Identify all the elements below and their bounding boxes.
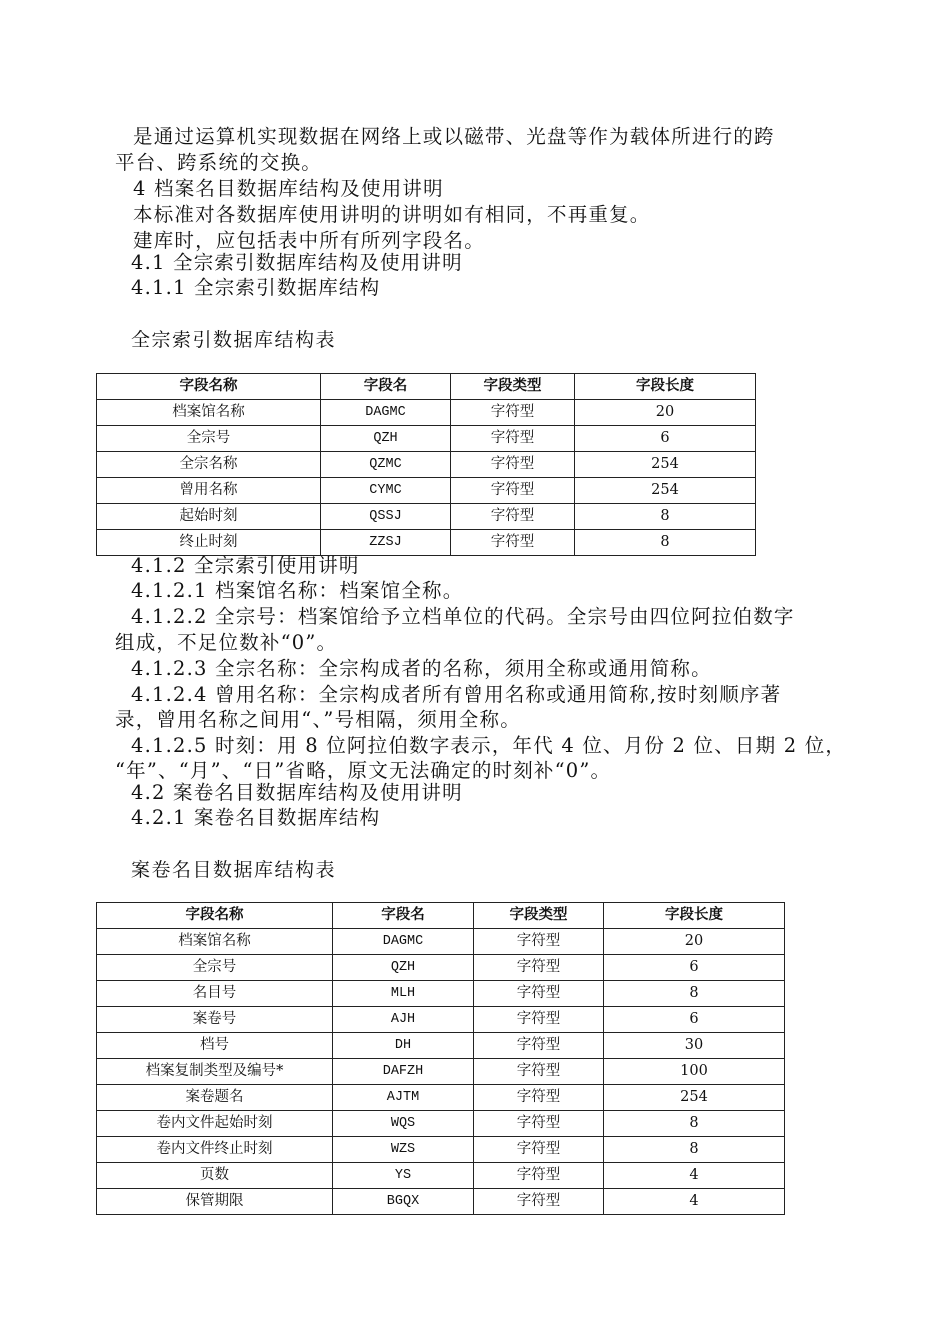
paragraph-line: 4.1.2.2 全宗号：档案馆给予立档单位的代码。全宗号由四位阿拉伯数字 [131, 605, 795, 628]
table-row [97, 504, 756, 530]
cell-field-name: 保管期限 [97, 1189, 333, 1215]
section-heading-4-1-1: 4.1.1 全宗索引数据库结构 [131, 276, 381, 299]
cell-field-name: 档案馆名称 [97, 400, 321, 426]
paragraph-line: 平台、跨系统的交换。 [115, 151, 323, 174]
cell-field-code: DAGMC [321, 400, 451, 426]
cell-field-code: QSSJ [321, 504, 451, 530]
paragraph-line: 录，曾用名称之间用“、”号相隔，须用全称。 [115, 708, 521, 731]
cell-field-name: 名目号 [97, 981, 333, 1007]
table-row [97, 929, 785, 955]
cell-field-name: 全宗号 [97, 955, 333, 981]
cell-field-name: 档案馆名称 [97, 929, 333, 955]
cell-field-code: WZS [333, 1137, 474, 1163]
cell-field-length: 6 [604, 955, 785, 981]
table1-caption: 全宗索引数据库结构表 [131, 329, 337, 351]
file-catalog-table [96, 902, 785, 1215]
paragraph-line: 建库时，应包括表中所有所列字段名。 [133, 229, 485, 252]
cell-field-length: 254 [575, 478, 756, 504]
table-row [97, 1163, 785, 1189]
section-heading-4-2: 4.2 案卷名目数据库结构及使用讲明 [131, 781, 463, 804]
cell-field-type: 字符型 [451, 400, 575, 426]
header-field-name: 字段名称 [97, 903, 333, 929]
cell-field-type: 字符型 [474, 1033, 604, 1059]
header-field-type: 字段类型 [451, 374, 575, 400]
cell-field-type: 字符型 [451, 452, 575, 478]
cell-field-length: 4 [604, 1189, 785, 1215]
cell-field-length: 8 [604, 1111, 785, 1137]
cell-field-name: 档案复制类型及编号* [97, 1059, 333, 1085]
cell-field-code: BGQX [333, 1189, 474, 1215]
header-field-code: 字段名 [321, 374, 451, 400]
cell-field-length: 254 [575, 452, 756, 478]
cell-field-type: 字符型 [474, 955, 604, 981]
cell-field-code: QZH [321, 426, 451, 452]
cell-field-code: DAGMC [333, 929, 474, 955]
table2-caption: 案卷名目数据库结构表 [131, 859, 337, 881]
cell-field-code: CYMC [321, 478, 451, 504]
cell-field-type: 字符型 [451, 504, 575, 530]
section-heading-4-1: 4.1 全宗索引数据库结构及使用讲明 [131, 251, 463, 274]
cell-field-type: 字符型 [474, 1163, 604, 1189]
cell-field-length: 254 [604, 1085, 785, 1111]
cell-field-code: MLH [333, 981, 474, 1007]
table-row [97, 1085, 785, 1111]
table-row [97, 1033, 785, 1059]
cell-field-length: 30 [604, 1033, 785, 1059]
cell-field-length: 20 [575, 400, 756, 426]
cell-field-type: 字符型 [474, 1007, 604, 1033]
cell-field-name: 页数 [97, 1163, 333, 1189]
paragraph-line: “年”、“月”、“日”省略，原文无法确定的时刻补“0”。 [115, 759, 612, 782]
cell-field-code: DH [333, 1033, 474, 1059]
table-row [97, 1137, 785, 1163]
table-row [97, 400, 756, 426]
table-row [97, 1189, 785, 1215]
paragraph-line: 本标准对各数据库使用讲明的讲明如有相同，不再重复。 [133, 203, 651, 226]
cell-field-length: 4 [604, 1163, 785, 1189]
cell-field-length: 20 [604, 929, 785, 955]
cell-field-type: 字符型 [451, 530, 575, 556]
section-heading-4-2-1: 4.2.1 案卷名目数据库结构 [131, 806, 381, 829]
cell-field-name: 卷内文件终止时刻 [97, 1137, 333, 1163]
paragraph-line: 4.1.2.3 全宗名称：全宗构成者的名称，须用全称或通用简称。 [131, 657, 712, 680]
table-row [97, 1059, 785, 1085]
section-heading-4-1-2: 4.1.2 全宗索引使用讲明 [131, 554, 360, 577]
section-heading-4: 4 档案名目数据库结构及使用讲明 [133, 177, 444, 200]
cell-field-name: 起始时刻 [97, 504, 321, 530]
table-row [97, 1007, 785, 1033]
cell-field-type: 字符型 [474, 929, 604, 955]
cell-field-code: ZZSJ [321, 530, 451, 556]
cell-field-name: 档号 [97, 1033, 333, 1059]
cell-field-name: 终止时刻 [97, 530, 321, 556]
cell-field-length: 6 [575, 426, 756, 452]
cell-field-length: 8 [604, 1137, 785, 1163]
header-field-length: 字段长度 [604, 903, 785, 929]
table-header-row [97, 903, 785, 929]
paragraph-line: 4.1.2.1 档案馆名称：档案馆全称。 [131, 579, 464, 602]
cell-field-code: QZH [333, 955, 474, 981]
cell-field-type: 字符型 [474, 1085, 604, 1111]
fonds-index-table [96, 373, 756, 556]
cell-field-length: 8 [604, 981, 785, 1007]
table-row [97, 478, 756, 504]
header-field-code: 字段名 [333, 903, 474, 929]
cell-field-code: AJH [333, 1007, 474, 1033]
cell-field-name: 曾用名称 [97, 478, 321, 504]
header-field-name: 字段名称 [97, 374, 321, 400]
cell-field-type: 字符型 [451, 426, 575, 452]
cell-field-name: 全宗号 [97, 426, 321, 452]
cell-field-length: 100 [604, 1059, 785, 1085]
cell-field-type: 字符型 [474, 1059, 604, 1085]
cell-field-code: AJTM [333, 1085, 474, 1111]
table-row [97, 452, 756, 478]
cell-field-type: 字符型 [474, 1111, 604, 1137]
cell-field-length: 6 [604, 1007, 785, 1033]
header-field-type: 字段类型 [474, 903, 604, 929]
paragraph-line: 4.1.2.4 曾用名称：全宗构成者所有曾用名称或通用简称,按时刻顺序著 [131, 683, 782, 706]
cell-field-name: 全宗名称 [97, 452, 321, 478]
table-row [97, 955, 785, 981]
cell-field-name: 卷内文件起始时刻 [97, 1111, 333, 1137]
table-row [97, 1111, 785, 1137]
table-row [97, 426, 756, 452]
paragraph-line: 组成，不足位数补“0”。 [115, 631, 338, 654]
paragraph-line: 4.1.2.5 时刻：用 8 位阿拉伯数字表示，年代 4 位、月份 2 位、日期 2 位， [131, 734, 847, 757]
cell-field-type: 字符型 [474, 981, 604, 1007]
cell-field-length: 8 [575, 504, 756, 530]
cell-field-name: 案卷号 [97, 1007, 333, 1033]
cell-field-code: DAFZH [333, 1059, 474, 1085]
cell-field-code: YS [333, 1163, 474, 1189]
cell-field-type: 字符型 [474, 1137, 604, 1163]
cell-field-type: 字符型 [451, 478, 575, 504]
paragraph-line: 是通过运算机实现数据在网络上或以磁带、光盘等作为载体所进行的跨 [133, 125, 775, 148]
cell-field-length: 8 [575, 530, 756, 556]
cell-field-code: QZMC [321, 452, 451, 478]
cell-field-type: 字符型 [474, 1189, 604, 1215]
table-row [97, 981, 785, 1007]
header-field-length: 字段长度 [575, 374, 756, 400]
table-row [97, 530, 756, 556]
cell-field-name: 案卷题名 [97, 1085, 333, 1111]
cell-field-code: WQS [333, 1111, 474, 1137]
table-header-row [97, 374, 756, 400]
